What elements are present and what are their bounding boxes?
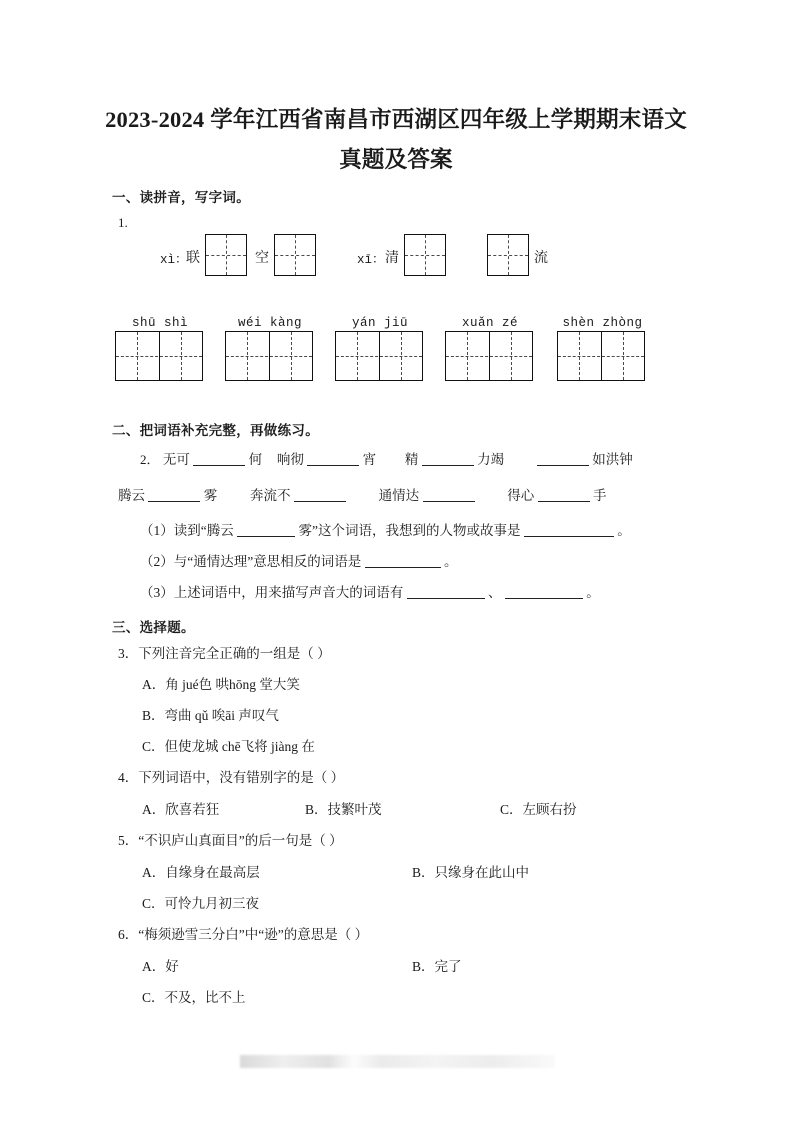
q1-row2-pinyin-2: wéi kàng <box>237 316 302 330</box>
q2-l1-b-pre: 响彻 <box>276 452 304 467</box>
tianzige-pair-1[interactable] <box>115 331 203 381</box>
grid-dash-vertical <box>508 235 509 275</box>
question-3-option-b[interactable]: B．弯曲 qǔ 唉āi 声叹气 <box>142 708 279 723</box>
section-heading-2: 二、把词语补充完整，再做练习。 <box>112 423 319 438</box>
redacted-watermark-bar <box>240 1055 555 1068</box>
q1-row1-char-3: 清 <box>385 251 399 266</box>
question-3-option-c[interactable]: C．但使龙城 chē飞将 jiàng 在 <box>142 739 315 754</box>
grid-divider <box>489 332 490 380</box>
question-5-option-c[interactable]: C．可怜九月初三夜 <box>142 896 260 911</box>
q2-l1-a-post: 何 <box>248 452 263 467</box>
q2-sub2-period: 。 <box>443 554 458 569</box>
q2-l1-d-post: 如洪钟 <box>592 452 633 467</box>
q1-row1-char-2: 空 <box>255 251 269 266</box>
q2-blank-1[interactable] <box>193 465 245 466</box>
q2-l1-a-pre: 无可 <box>162 452 190 467</box>
tianzige-box-4[interactable] <box>487 234 529 276</box>
q2-sub2-text-a: （2）与“通情达理”意思相反的词语是 <box>140 554 362 569</box>
question-2-sub-1 <box>140 521 631 541</box>
question-2-sub-3 <box>140 583 600 603</box>
tianzige-pair-5[interactable] <box>557 331 645 381</box>
q2-l1-c-post: 力竭 <box>477 452 505 467</box>
grid-dash-vertical <box>623 332 624 380</box>
grid-divider <box>601 332 602 380</box>
q2-sub2-blank-1[interactable] <box>365 567 441 568</box>
q2-blank-5[interactable] <box>148 501 200 502</box>
q2-blank-4[interactable] <box>537 465 589 466</box>
question-5-stem: 5．“不识庐山真面目”的后一句是（ ） <box>118 833 343 848</box>
q2-sub1-blank-2[interactable] <box>524 536 614 537</box>
grid-dash-horizontal <box>488 255 528 256</box>
q2-l2-d-post: 手 <box>593 488 607 503</box>
grid-dash-vertical <box>425 235 426 275</box>
grid-dash-vertical <box>137 332 138 380</box>
grid-dash-horizontal <box>405 255 445 256</box>
q2-l2-a-pre: 腾云 <box>118 488 145 503</box>
tianzige-box-2[interactable] <box>274 234 316 276</box>
question-4-option-c[interactable]: C．左顾右扮 <box>500 802 577 817</box>
grid-dash-vertical <box>291 332 292 380</box>
grid-dash-horizontal <box>206 255 246 256</box>
q2-blank-3[interactable] <box>422 465 474 466</box>
tianzige-box-3[interactable] <box>404 234 446 276</box>
question-4-option-a[interactable]: A．欣喜若狂 <box>142 802 220 817</box>
grid-dash-vertical <box>181 332 182 380</box>
grid-dash-vertical <box>401 332 402 380</box>
q2-sub3-blank-1[interactable] <box>407 598 485 599</box>
grid-divider <box>159 332 160 380</box>
q2-sub3-blank-2[interactable] <box>505 598 583 599</box>
question-4-stem: 4．下列词语中，没有错别字的是（ ） <box>118 770 345 785</box>
page-title-line2: 真题及答案 <box>339 147 453 172</box>
question-5-option-a[interactable]: A．自缘身在最高层 <box>142 865 260 880</box>
grid-divider <box>379 332 380 380</box>
question-3-option-a[interactable]: A．角 jué色 哄hōng 堂大笑 <box>142 677 300 692</box>
q2-sub1-blank-1[interactable] <box>237 536 295 537</box>
question-2-number: 2． <box>140 452 160 467</box>
tianzige-pair-2[interactable] <box>225 331 313 381</box>
q2-sub1-text-b: 雾”这个词语，我想到的人物或故事是 <box>298 523 521 538</box>
q2-l2-a-post: 雾 <box>203 488 218 503</box>
question-3-stem: 3．下列注音完全正确的一组是（ ） <box>118 646 331 661</box>
q2-blank-6[interactable] <box>294 501 346 502</box>
q1-row2-pinyin-1: shū shì <box>131 316 188 330</box>
grid-dash-vertical <box>467 332 468 380</box>
q2-l1-c-pre: 精 <box>404 452 419 467</box>
q1-row2-pinyin-5: shèn zhòng <box>562 316 643 330</box>
tianzige-box-1[interactable] <box>205 234 247 276</box>
grid-dash-vertical <box>247 332 248 380</box>
grid-divider <box>269 332 270 380</box>
q2-l2-d-pre: 得心 <box>507 488 535 503</box>
grid-dash-vertical <box>295 235 296 275</box>
q2-l1-b-post: 宵 <box>362 452 377 467</box>
q1-row1-pinyin-1: xì： <box>160 253 188 267</box>
tianzige-pair-3[interactable] <box>335 331 423 381</box>
section-heading-3: 三、选择题。 <box>112 620 195 635</box>
q2-sub3-period: 。 <box>586 585 600 600</box>
q2-sub3-sep: 、 <box>488 585 502 600</box>
q1-row2-pinyin-3: yán jiū <box>351 316 408 330</box>
q1-row1-pinyin-2: xī： <box>357 253 385 267</box>
question-5-option-b[interactable]: B．只缘身在此山中 <box>412 865 530 880</box>
grid-dash-horizontal <box>275 255 315 256</box>
q2-l2-b-pre: 奔流不 <box>250 488 291 503</box>
tianzige-pair-4[interactable] <box>445 331 533 381</box>
question-2-sub-2 <box>140 552 457 572</box>
q2-l2-c-pre: 通情达 <box>378 488 420 503</box>
q2-sub3-text-a: （3）上述词语中，用来描写声音大的词语有 <box>140 585 404 600</box>
grid-dash-vertical <box>511 332 512 380</box>
q2-blank-8[interactable] <box>538 501 590 502</box>
question-6-option-a[interactable]: A．好 <box>142 959 179 974</box>
q2-blank-2[interactable] <box>307 465 359 466</box>
page-title-line1: 2023-2024 学年江西省南昌市西湖区四年级上学期期末语文 <box>105 107 687 132</box>
q1-row2-pinyin-4: xuǎn zé <box>461 316 518 330</box>
q1-row1-char-4: 流 <box>534 251 548 266</box>
question-2-line-2 <box>118 486 607 506</box>
question-6-option-b[interactable]: B．完了 <box>412 959 462 974</box>
question-6-stem: 6．“梅须逊雪三分白”中“逊”的意思是（ ） <box>118 927 369 942</box>
grid-dash-vertical <box>357 332 358 380</box>
q1-row1-char-1: 联 <box>186 251 200 266</box>
q2-sub1-text-a: （1）读到“腾云 <box>140 523 234 538</box>
grid-dash-vertical <box>579 332 580 380</box>
question-2-line-1 <box>140 450 633 470</box>
question-4-option-b[interactable]: B．技繁叶茂 <box>305 802 382 817</box>
question-1-number: 1. <box>118 215 128 230</box>
q2-sub1-period: 。 <box>617 523 631 538</box>
q2-blank-7[interactable] <box>423 501 475 502</box>
page-title <box>96 100 696 180</box>
question-6-option-c[interactable]: C．不及，比不上 <box>142 990 246 1005</box>
grid-dash-vertical <box>226 235 227 275</box>
section-heading-1: 一、读拼音，写字词。 <box>112 190 250 205</box>
